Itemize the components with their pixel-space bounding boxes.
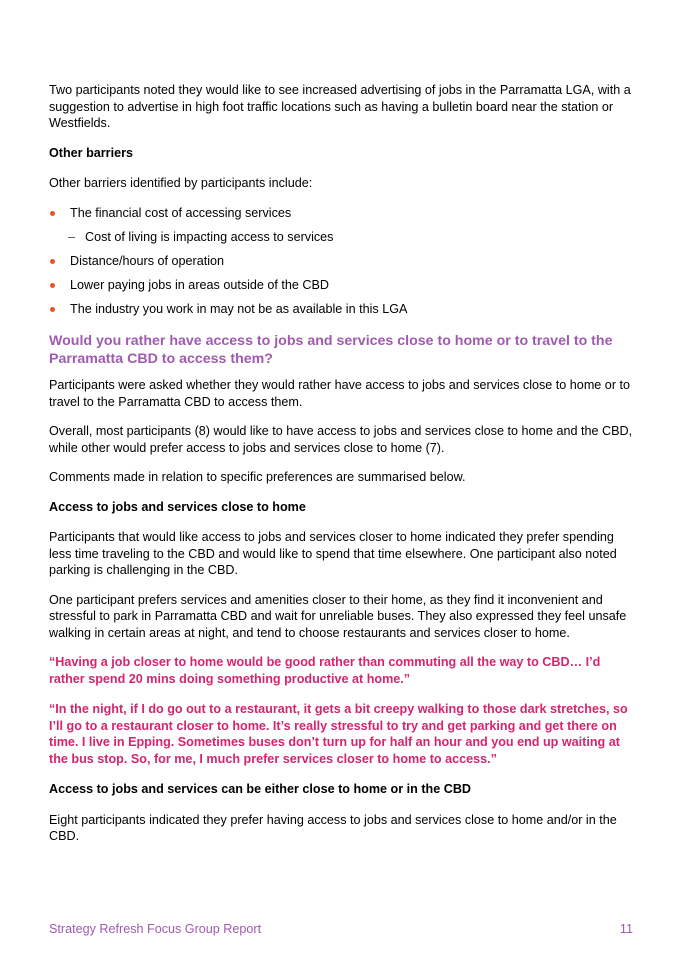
other-barriers-intro: Other barriers identified by participants include: — [49, 176, 313, 190]
either-paragraph: Eight participants indicated they prefer having access to jobs and services close to home and/or in the CBD. — [49, 812, 617, 843]
participant-quote: “Having a job closer to home would be good rather than commuting all the way to CBD… I’d rather spend 20 mins doing something productive at home.” — [49, 655, 601, 686]
dash-icon: – — [68, 229, 76, 244]
bullet-icon — [50, 283, 55, 288]
section-title: Would you rather have access to jobs and services close to home or to travel to the Parramatta CBD to access them? — [49, 333, 613, 367]
section-paragraph: Participants were asked whether they would rather have access to jobs and services close to home or to travel to the Parramatta CBD to access them. — [49, 378, 631, 409]
page-footer — [49, 921, 633, 938]
list-subitem — [49, 229, 639, 246]
section-paragraph: Overall, most participants (8) would like to have access to jobs and services close to home and the CBD, while other would prefer access to jobs and services close to home (7). — [49, 424, 633, 455]
close-to-home-paragraph: One participant prefers services and amenities closer to their home, as they find it inconvenient and stressful to park in Parramatta CBD and wait for unreliable buses. They also expressed they feel unsafe walking in certain areas at night, and tend to choose restaurants and services closer to home. — [49, 592, 627, 640]
page-number: 11 — [619, 922, 633, 936]
list-item-text: Cost of living is impacting access to services — [85, 229, 334, 244]
list-item-text: Distance/hours of operation — [70, 253, 225, 268]
list-item-text: The industry you work in may not be as available in this LGA — [70, 301, 408, 316]
intro-paragraph: Two participants noted they would like to see increased advertising of jobs in the Parramatta LGA, with a suggestion to advertise in high foot traffic locations such as having a bulletin board near the station or Westfields. — [49, 83, 631, 130]
bullet-icon — [50, 211, 55, 216]
list-item — [49, 205, 639, 222]
list-item — [49, 277, 639, 294]
footer-title: Strategy Refresh Focus Group Report — [49, 922, 262, 936]
participant-quote: “In the night, if I do go out to a restaurant, it gets a bit creepy walking to those dark stretches, so I’ll go to a restaurant closer to home. It’s really stressful to try and get parking and get there on time. I live in Epping. Sometimes buses don’t turn up for half an hour and you end up waiting at the bus stop. So, for me, I much prefer services closer to home to access.” — [49, 702, 628, 766]
bullet-icon — [50, 307, 55, 312]
section-paragraph: Comments made in relation to specific preferences are summarised below. — [49, 470, 466, 484]
close-to-home-paragraph: Participants that would like access to jobs and services closer to home indicated they prefer spending less time traveling to the CBD and would like to spend that time elsewhere. One participant also noted parking is challenging in the CBD. — [49, 530, 617, 577]
barriers-list — [49, 205, 639, 318]
list-item-text: The financial cost of accessing services — [70, 205, 292, 220]
list-item — [49, 301, 639, 318]
other-barriers-heading: Other barriers — [49, 145, 133, 160]
either-heading: Access to jobs and services can be either close to home or in the CBD — [49, 782, 472, 796]
close-to-home-heading: Access to jobs and services close to home — [49, 499, 306, 514]
bullet-icon — [50, 259, 55, 264]
list-item — [49, 253, 639, 270]
document-page — [49, 82, 639, 858]
list-item-text: Lower paying jobs in areas outside of the CBD — [70, 277, 330, 292]
